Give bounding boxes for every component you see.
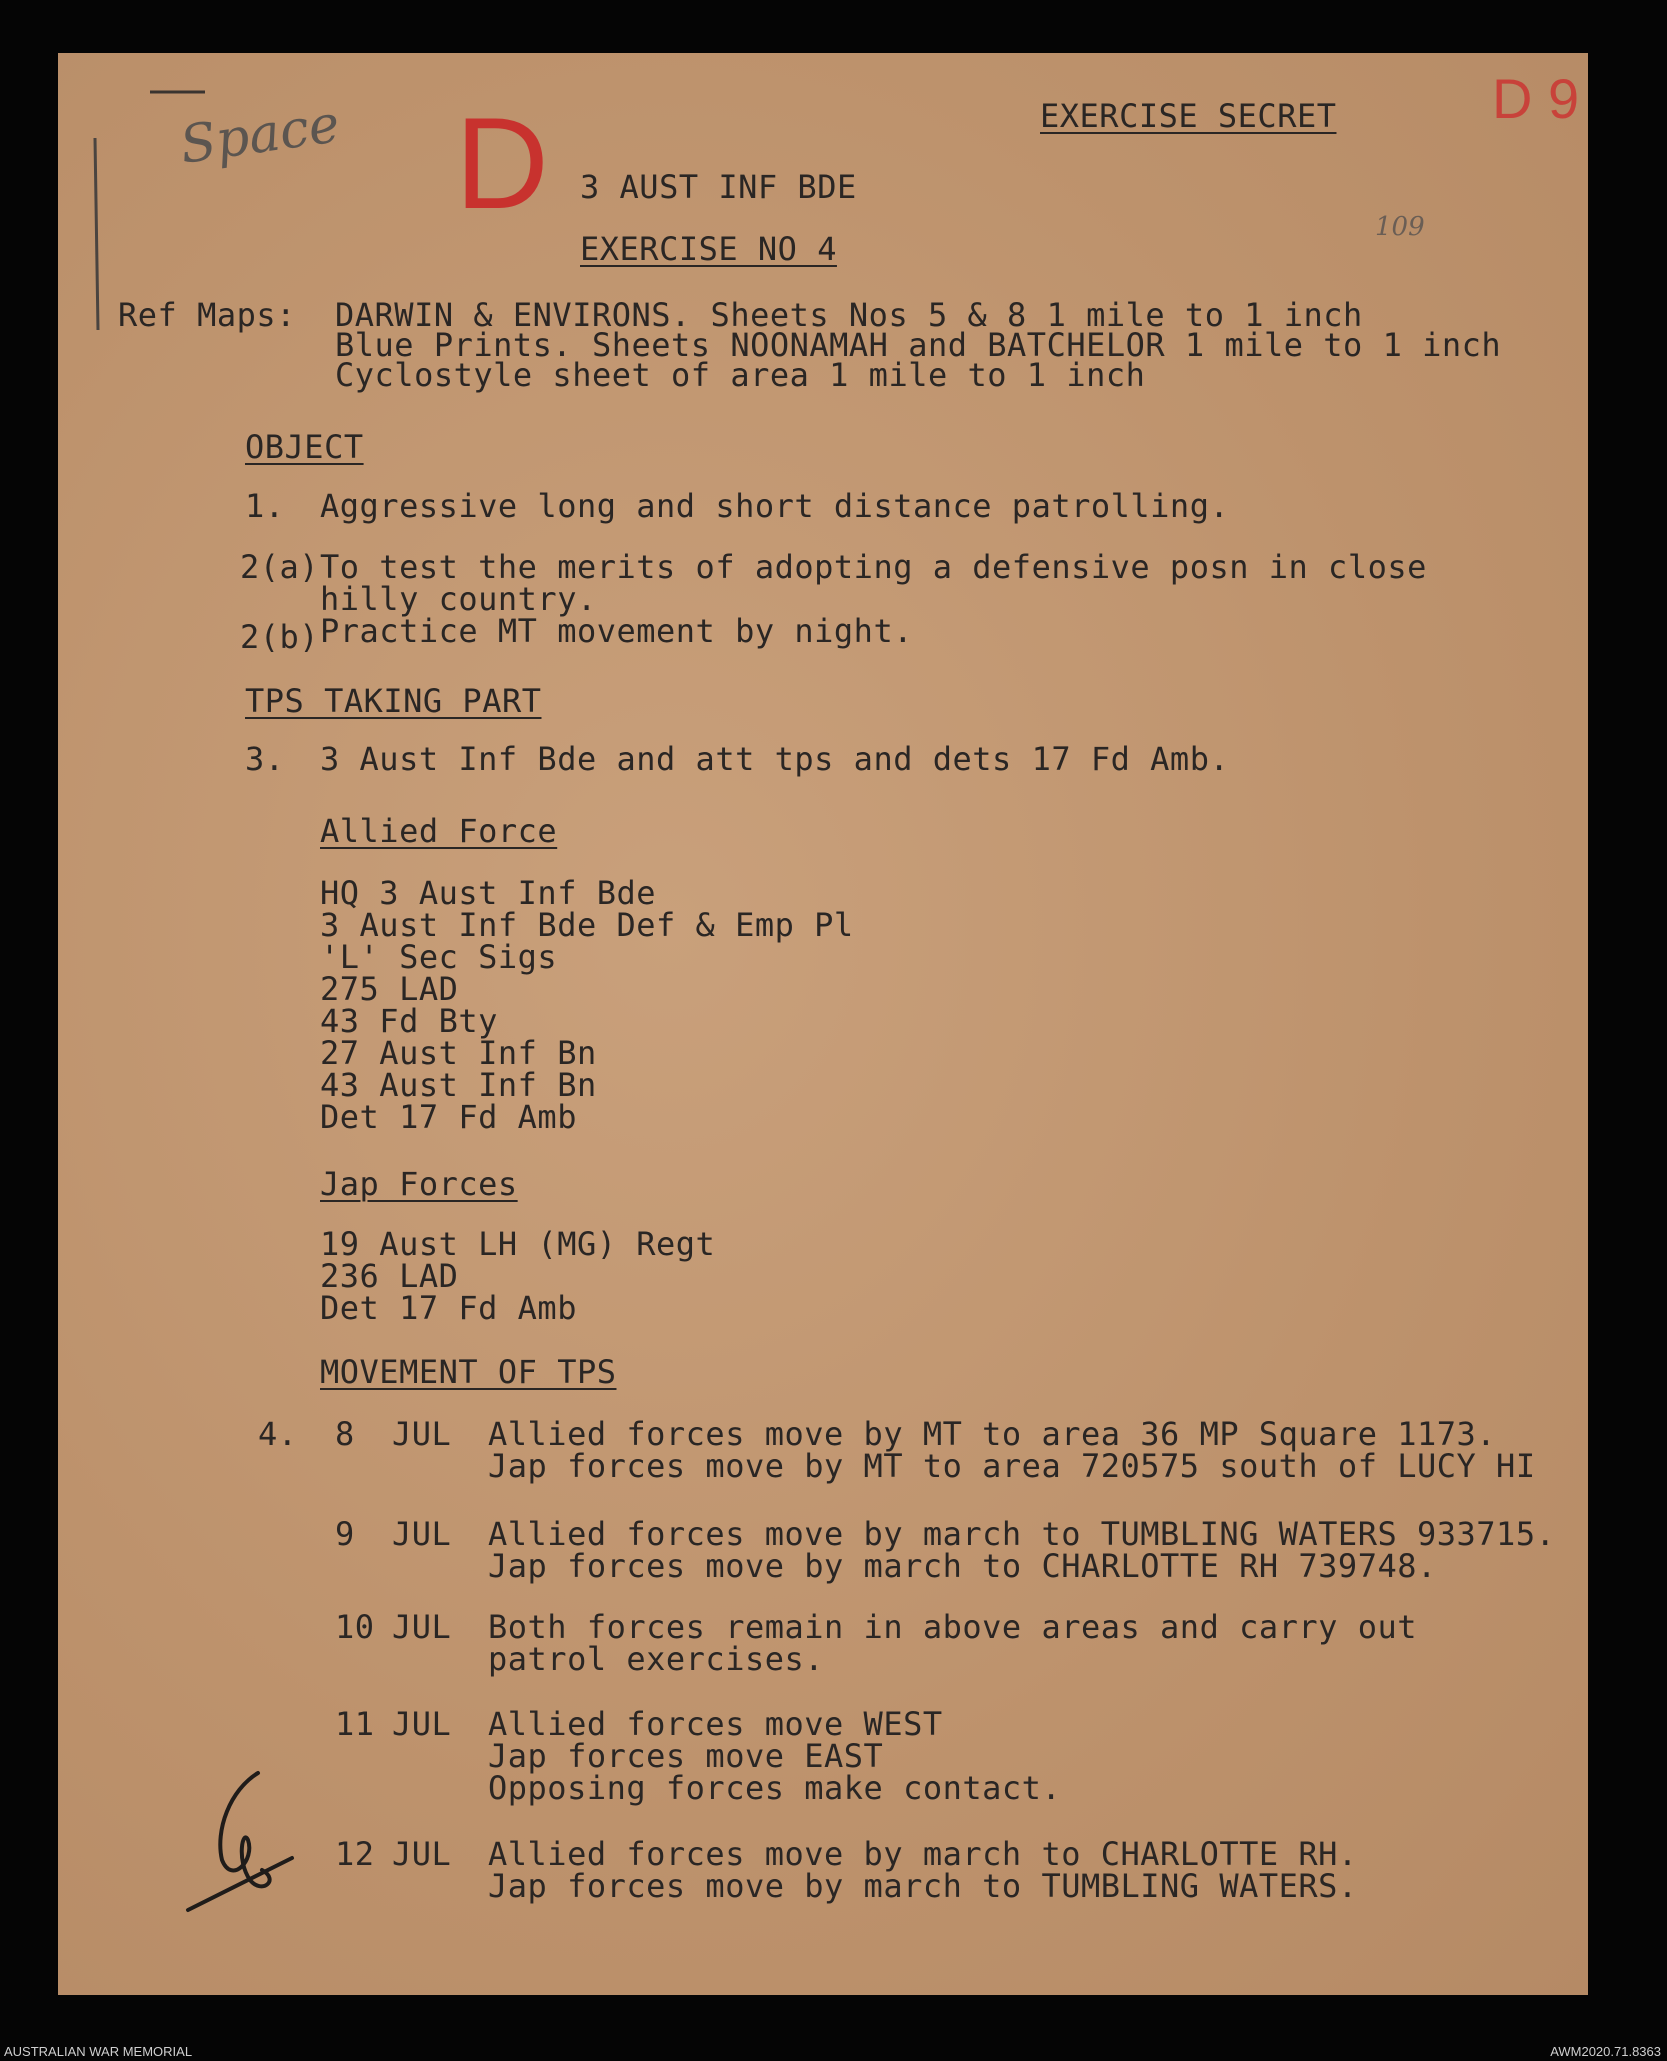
object-item-text: To test the merits of adopting a defensive posn in close bbox=[320, 548, 1427, 586]
object-heading: OBJECT bbox=[245, 428, 364, 466]
movement-date: 11 bbox=[335, 1705, 375, 1743]
jap-unit: 236 LAD bbox=[320, 1257, 459, 1295]
movement-month: JUL bbox=[392, 1608, 452, 1646]
movement-text: Opposing forces make contact. bbox=[488, 1769, 1062, 1807]
movement-month: JUL bbox=[392, 1415, 452, 1453]
object-item-number: 2(b) bbox=[240, 618, 320, 656]
archive-reference: AWM2020.71.8363 bbox=[1550, 2044, 1661, 2059]
object-item-number: 1. bbox=[245, 487, 285, 525]
ref-map-line: Blue Prints. Sheets NOONAMAH and BATCHELOR 1 mile to 1 inch bbox=[335, 326, 1502, 364]
movement-heading: MOVEMENT OF TPS bbox=[320, 1353, 617, 1391]
movement-text: Allied forces move by march to TUMBLING WATERS 933715. bbox=[488, 1515, 1556, 1553]
folio-number: 109 bbox=[1375, 212, 1425, 242]
movement-text: Jap forces move by MT to area 720575 south of LUCY HI bbox=[488, 1447, 1536, 1485]
allied-unit: 43 Fd Bty bbox=[320, 1002, 498, 1040]
paragraph-number: 4. bbox=[258, 1415, 298, 1453]
paragraph-number: 3. bbox=[245, 740, 285, 778]
jap-unit: Det 17 Fd Amb bbox=[320, 1289, 577, 1327]
movement-date: 12 bbox=[335, 1835, 375, 1873]
document-title: EXERCISE NO 4 bbox=[580, 230, 837, 268]
movement-text: Both forces remain in above areas and carry out bbox=[488, 1608, 1417, 1646]
movement-month: JUL bbox=[392, 1835, 452, 1873]
archive-credit: AUSTRALIAN WAR MEMORIAL bbox=[4, 2044, 193, 2059]
movement-date: 9 bbox=[335, 1515, 355, 1553]
jap-forces-heading: Jap Forces bbox=[320, 1165, 518, 1203]
classification-marking: EXERCISE SECRET bbox=[1040, 97, 1337, 135]
object-item-text: Practice MT movement by night. bbox=[320, 612, 913, 650]
handwritten-letter-d: D bbox=[455, 90, 549, 236]
movement-text: Allied forces move by MT to area 36 MP Square 1173. bbox=[488, 1415, 1497, 1453]
movement-month: JUL bbox=[392, 1705, 452, 1743]
ref-map-line: Cyclostyle sheet of area 1 mile to 1 inch bbox=[335, 356, 1146, 394]
movement-text: Jap forces move EAST bbox=[488, 1737, 884, 1775]
handwritten-note: Space bbox=[176, 94, 344, 176]
allied-unit: 43 Aust Inf Bn bbox=[320, 1066, 597, 1104]
unit-heading: 3 AUST INF BDE bbox=[580, 168, 857, 206]
movement-text: Allied forces move WEST bbox=[488, 1705, 943, 1743]
movement-text: Jap forces move by march to CHARLOTTE RH 739748. bbox=[488, 1547, 1437, 1585]
allied-unit: Det 17 Fd Amb bbox=[320, 1098, 577, 1136]
movement-month: JUL bbox=[392, 1515, 452, 1553]
movement-text: Allied forces move by march to CHARLOTTE RH. bbox=[488, 1835, 1358, 1873]
tps-taking-part-heading: TPS TAKING PART bbox=[245, 682, 542, 720]
object-item-text: Aggressive long and short distance patrolling. bbox=[320, 487, 1230, 525]
ref-maps-label: Ref Maps: bbox=[118, 296, 296, 334]
allied-unit: 3 Aust Inf Bde Def & Emp Pl bbox=[320, 906, 854, 944]
tps-taking-part-text: 3 Aust Inf Bde and att tps and dets 17 Fd Amb. bbox=[320, 740, 1230, 778]
allied-unit: 27 Aust Inf Bn bbox=[320, 1034, 597, 1072]
handwritten-corner-mark: D 9 bbox=[1492, 67, 1580, 130]
allied-unit: HQ 3 Aust Inf Bde bbox=[320, 874, 657, 912]
allied-unit: 275 LAD bbox=[320, 970, 459, 1008]
object-item-text: hilly country. bbox=[320, 580, 597, 618]
jap-unit: 19 Aust LH (MG) Regt bbox=[320, 1225, 716, 1263]
movement-text: Jap forces move by march to TUMBLING WATERS. bbox=[488, 1867, 1358, 1905]
object-item-number: 2(a) bbox=[240, 548, 320, 586]
allied-force-heading: Allied Force bbox=[320, 812, 558, 850]
allied-unit: 'L' Sec Sigs bbox=[320, 938, 558, 976]
movement-date: 10 bbox=[335, 1608, 375, 1646]
movement-date: 8 bbox=[335, 1415, 355, 1453]
movement-text: patrol exercises. bbox=[488, 1640, 825, 1678]
ref-map-line: DARWIN & ENVIRONS. Sheets Nos 5 & 8 1 mile to 1 inch bbox=[335, 296, 1363, 334]
